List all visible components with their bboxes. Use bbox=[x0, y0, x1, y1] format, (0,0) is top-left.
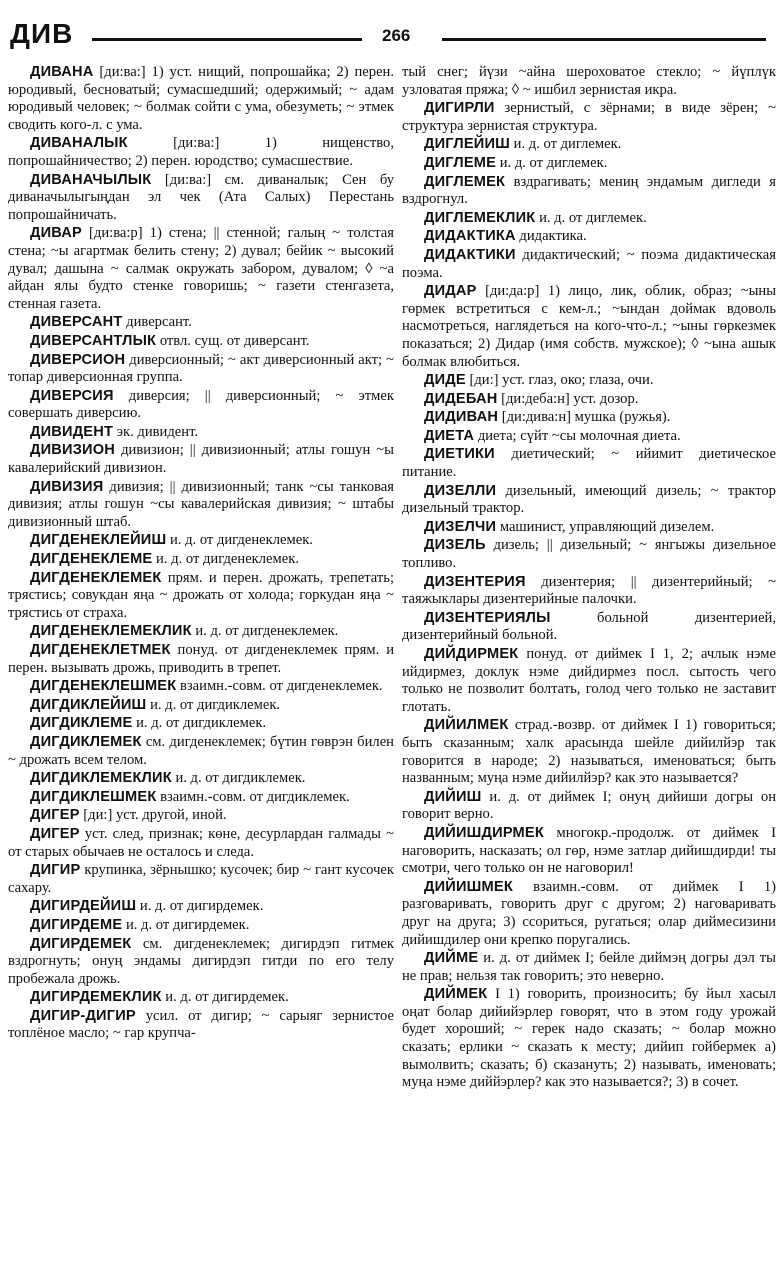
dictionary-entry bbox=[402, 409, 776, 427]
entry-headword: ДИВИЗИЯ bbox=[30, 478, 104, 495]
entry-definition: дизель; || дизельный; ~ янгыжы дизельное топливо. bbox=[402, 537, 776, 572]
dictionary-entry bbox=[8, 388, 394, 423]
entry-definition: страд.-возвр. от диймек I 1) говориться; быть сказанным; халк арасында шейле дийилйэр так говорится в народе; 2) называться, именоваться; быть названным; муңа нэме дийилйэр? как это называется? bbox=[402, 717, 776, 787]
right-column bbox=[402, 64, 776, 1272]
dictionary-entry bbox=[402, 610, 776, 645]
entry-definition: и. д. от диймек I; онуң дийиши догры он говорит верно. bbox=[402, 788, 776, 823]
entry-definition: диверсия; || диверсионный; ~ этмек совершать диверсию. bbox=[8, 387, 394, 422]
dictionary-entry bbox=[8, 225, 394, 313]
dictionary-entry bbox=[402, 64, 776, 99]
dictionary-entry bbox=[8, 314, 394, 332]
entry-headword: ДИЙИШ bbox=[424, 788, 482, 805]
dictionary-entry bbox=[402, 100, 776, 135]
entry-definition: и. д. от дигирдемек. bbox=[125, 916, 250, 933]
entry-definition: [ди:ва:] см. диваналык; Сен бу диваначылыгыңдан эл чек (Ата Салых) Перестань попрошайничать. bbox=[8, 171, 394, 223]
entry-definition: и. д. от диглемек. bbox=[499, 154, 608, 171]
entry-headword: ДИВАНА bbox=[30, 64, 94, 80]
entry-headword: ДИГИРЛИ bbox=[424, 100, 495, 117]
entry-headword: ДИДЕ bbox=[424, 372, 466, 389]
entry-headword: ДИЗЕЛЛИ bbox=[424, 482, 497, 499]
dictionary-entry bbox=[402, 247, 776, 282]
dictionary-entry bbox=[8, 64, 394, 134]
dictionary-entry bbox=[8, 898, 394, 916]
dictionary-entry bbox=[8, 532, 394, 550]
entry-definition: вздрагивать; мениң эндамым дигледи я вздрогнул. bbox=[402, 173, 776, 208]
dictionary-entry bbox=[8, 623, 394, 641]
dictionary-entry bbox=[402, 155, 776, 173]
entry-definition: [ди:деба:н] уст. дозор. bbox=[501, 390, 639, 407]
entry-headword: ДИЕТА bbox=[424, 427, 475, 444]
entry-headword: ДИВАНАЛЫК bbox=[30, 135, 128, 152]
dictionary-body bbox=[8, 64, 776, 1272]
entry-headword: ДИЙИШДИРМЕК bbox=[424, 824, 544, 841]
dictionary-entry bbox=[8, 936, 394, 989]
entry-headword: ДИЗЕЛЬ bbox=[424, 537, 486, 554]
dictionary-entry bbox=[8, 642, 394, 677]
dictionary-entry bbox=[8, 789, 394, 807]
entry-headword: ДИЗЕНТЕРИЯЛЫ bbox=[424, 609, 551, 626]
entry-definition: и. д. от диймек I; бейле диймэң догры дэл ты не прав; нельзя так говорить; это неверно. bbox=[402, 950, 776, 984]
entry-headword: ДИГИР-ДИГИР bbox=[30, 1007, 136, 1024]
entry-headword: ДИЙИШМЕК bbox=[424, 878, 513, 895]
entry-definition: понуд. от дигденеклемек прям. и перен. вызывать дрожь, приводить в трепет. bbox=[8, 642, 394, 676]
dictionary-entry bbox=[8, 1008, 394, 1043]
entry-headword: ДИГИРДЕМЕ bbox=[30, 916, 123, 933]
entry-definition: дидактический; ~ поэма дидактическая поэма. bbox=[402, 246, 776, 281]
entry-definition: усил. от дигир; ~ сарыяг зернистое топлёное масло; ~ гар крупча- bbox=[8, 1007, 394, 1042]
entry-headword: ДИГЛЕЙИШ bbox=[424, 136, 511, 153]
entry-headword: ДИДИВАН bbox=[424, 409, 499, 426]
entry-definition: диета; сүйт ~сы молочная диета. bbox=[477, 427, 681, 444]
dictionary-entry bbox=[8, 807, 394, 825]
entry-headword: ДИГЛЕМЕК bbox=[424, 173, 506, 190]
entry-definition: взаимн.-совм. от диймек I 1) разговаривать, говорить друг с другом; 2) наговаривать друг на друга; 3) ссориться, ругаться; олар диймесизини дийишдилер они крепко поругались. bbox=[402, 878, 776, 948]
entry-headword: ДИГДЕНЕКЛЕМЕК bbox=[30, 569, 162, 586]
entry-definition: I 1) говорить, произносить; бу йыл хасыл оңат болар дийийэрлер говорят, что в этом году урожай будет хороший; ~ герек надо сказать; ~ болар можно сказать; ерлики ~ сказать к месту; дийип гойбермек а) вымолвить; сказать; б) сказануть; 2) называть, именовать; муңа нэме диййэрлер? как это называется?; 3) в сочет. bbox=[402, 986, 776, 1091]
entry-definition: и. д. от дигденеклемек. bbox=[169, 532, 313, 549]
entry-headword: ДИЙДИРМЕК bbox=[424, 646, 519, 662]
entry-definition: и. д. от дигирдемек. bbox=[165, 989, 289, 1006]
entry-headword: ДИВЕРСАНТ bbox=[30, 314, 123, 331]
dictionary-entry bbox=[8, 172, 394, 225]
dictionary-entry bbox=[402, 789, 776, 824]
entry-definition: машинист, управляющий дизелем. bbox=[499, 518, 715, 535]
dictionary-entry bbox=[402, 519, 776, 537]
dictionary-entry bbox=[402, 646, 776, 716]
entry-definition: взаимн.-совм. от дигденеклемек. bbox=[180, 678, 383, 695]
entry-definition: и. д. от дигирдемек. bbox=[139, 898, 264, 915]
dictionary-entry bbox=[402, 228, 776, 246]
dictionary-entry bbox=[402, 174, 776, 209]
entry-definition: больной дизентерией, дизентерийный больной. bbox=[402, 609, 776, 644]
dictionary-entry bbox=[402, 372, 776, 390]
entry-definition: уст. след, признак; көне, десурлардан галмады ~ от старых обычаев не осталось и следа. bbox=[8, 825, 394, 860]
entry-headword: ДИГДЕНЕКЛЕМЕКЛИК bbox=[30, 623, 192, 640]
entry-headword: ДИВЕРСИЯ bbox=[30, 387, 114, 404]
entry-headword: ДИГДЕНЕКЛЕТМЕК bbox=[30, 642, 171, 658]
entry-definition: и. д. от дигдиклемек. bbox=[175, 770, 306, 787]
header-rule-left bbox=[92, 38, 362, 41]
entry-headword: ДИДАР bbox=[424, 283, 477, 300]
dictionary-entry bbox=[402, 391, 776, 409]
dictionary-entry bbox=[402, 574, 776, 609]
header-rule-right bbox=[442, 38, 766, 41]
dictionary-entry bbox=[402, 950, 776, 985]
left-column bbox=[8, 64, 394, 1272]
entry-definition: зернистый, с зёрнами; в виде зёрен; ~ структура зернистая структура. bbox=[402, 100, 776, 134]
entry-headword: ДИЗЕЛЧИ bbox=[424, 518, 497, 535]
dictionary-entry bbox=[8, 352, 394, 387]
dictionary-entry bbox=[8, 734, 394, 769]
dictionary-entry bbox=[8, 917, 394, 935]
entry-definition: дизентерия; || дизентерийный; ~ таяжыклары дизентерийные палочки. bbox=[402, 573, 776, 608]
entry-definition: и. д. от дигденеклемек. bbox=[195, 623, 339, 640]
page-header bbox=[10, 18, 772, 58]
entry-headword: ДИГДЕНЕКЛЕЙИШ bbox=[30, 532, 167, 549]
dictionary-entry bbox=[8, 570, 394, 623]
entry-headword: ДИГДЕНЕКЛЕМЕ bbox=[30, 551, 153, 568]
entry-definition: прям. и перен. дрожать, трепетать; трястись; совукдан яңа ~ дрожать от холода; горкудан яңа ~ трястись от страха. bbox=[8, 569, 394, 621]
entry-headword: ДИГДИКЛЕШМЕК bbox=[30, 788, 157, 805]
dictionary-entry bbox=[402, 717, 776, 787]
entry-headword: ДИГИРДЕМЕК bbox=[30, 935, 132, 952]
entry-headword: ДИЙИЛМЕК bbox=[424, 717, 509, 734]
entry-headword: ДИЙМЕК bbox=[424, 986, 488, 1003]
entry-headword: ДИВИДЕНТ bbox=[30, 423, 114, 440]
entry-headword: ДИВИЗИОН bbox=[30, 442, 116, 459]
dictionary-entry bbox=[8, 551, 394, 569]
dictionary-entry bbox=[402, 879, 776, 949]
entry-headword: ДИГЛЕМЕ bbox=[424, 154, 497, 171]
entry-definition: см. дигденеклемек; бүтин гөврэн билен ~ дрожать всем телом. bbox=[8, 733, 394, 768]
entry-definition: [ди:] уст. другой, иной. bbox=[83, 807, 227, 824]
entry-definition: см. дигденеклемек; дигирдэп гитмек вздрогнуть; онуң эндамы дигирдэп гитди по его телу пробежала дрожь. bbox=[8, 935, 394, 987]
entry-definition: [ди:ва:р] 1) стена; || стенной; галың ~ толстая стена; ~ы агартмак белить стену; 2) дувал; бейик ~ высокий дувал; дашына ~ салмак окружать забором, дувалом; ◊ ~а айдан ялы будто стенке говоришь; ~ газети стенгазета, стенная газета. bbox=[8, 225, 394, 312]
dictionary-entry bbox=[8, 697, 394, 715]
dictionary-entry bbox=[402, 446, 776, 481]
entry-headword: ДИГИРДЕЙИШ bbox=[30, 898, 137, 915]
entry-headword: ДИГДЕНЕКЛЕШМЕК bbox=[30, 678, 177, 695]
dictionary-entry bbox=[8, 678, 394, 696]
entry-definition: [ди:дива:н] мушка (ружья). bbox=[501, 409, 671, 426]
entry-definition: диетический; ~ ийимит диетическое питание. bbox=[402, 446, 776, 481]
entry-definition: диверсант. bbox=[126, 314, 192, 331]
entry-headword: ДИГДИКЛЕМЕ bbox=[30, 715, 133, 732]
dictionary-entry bbox=[8, 826, 394, 861]
entry-definition: многокр.-продолж. от диймек I наговорить, насказать; ол гөр, нэме затлар дийишдирди! ты смотри, чего только он не наговорил! bbox=[402, 824, 776, 877]
entry-definition: [ди:да:р] 1) лицо, лик, облик, образ; ~ыны гөрмек встретиться с кем-л.; ~ындан доймак вдоволь насмотреться, наглядеться на кого-что-л.; ~ыны гөркезмек показаться; 2) Дидар (имя собств. мужское); ◊ ~ына ашык болмак влюбиться. bbox=[402, 283, 776, 370]
entry-definition: тый снег; йүзи ~айна шероховатое стекло; ~ йүплүк узловатая пряжа; ◊ ~ ишбил зернистая икра. bbox=[402, 64, 776, 98]
entry-headword: ДИДАКТИКА bbox=[424, 228, 516, 245]
entry-headword: ДИГЕР bbox=[30, 807, 80, 824]
dictionary-entry bbox=[402, 825, 776, 878]
dictionary-entry bbox=[8, 770, 394, 788]
entry-definition: дизельный, имеющий дизель; ~ трактор дизельный трактор. bbox=[402, 482, 776, 517]
dictionary-entry bbox=[402, 428, 776, 446]
dictionary-entry bbox=[402, 210, 776, 228]
entry-headword: ДИЕТИКИ bbox=[424, 446, 495, 463]
dictionary-entry bbox=[8, 479, 394, 532]
entry-definition: понуд. от диймек I 1, 2; ачлык нэме ийдирмез, доклук нэме дийдирмез посл. сытость чего только не позволит болтать, голод чего только не заставит глотать. bbox=[402, 646, 776, 715]
entry-definition: отвл. сущ. от диверсант. bbox=[159, 332, 310, 349]
entry-headword: ДИГДИКЛЕМЕК bbox=[30, 733, 142, 750]
entry-definition: и. д. от дигдиклемек. bbox=[136, 715, 267, 732]
entry-definition: дивизия; || дивизионный; танк ~сы танковая дивизия; атлы гошун ~сы кавалерийская дивизия; ~ штабы дивизионный штаб. bbox=[8, 478, 394, 530]
entry-definition: дидактика. bbox=[519, 228, 587, 245]
entry-headword: ДИЙМЕ bbox=[424, 950, 479, 967]
entry-definition: и. д. от дигдиклемек. bbox=[150, 696, 281, 713]
entry-headword: ДИВАНАЧЫЛЫК bbox=[30, 171, 152, 188]
dictionary-entry bbox=[402, 283, 776, 371]
entry-headword: ДИВЕРСАНТЛЫК bbox=[30, 332, 157, 349]
running-headword: ДИВ bbox=[10, 18, 74, 49]
entry-definition: и. д. от диглемек. bbox=[539, 209, 647, 226]
dictionary-entry bbox=[402, 537, 776, 572]
page-number: 266 bbox=[382, 26, 411, 45]
entry-definition: [ди:] уст. глаз, око; глаза, очи. bbox=[469, 372, 654, 389]
entry-definition: крупинка, зёрнышко; кусочек; бир ~ гант кусочек сахару. bbox=[8, 862, 394, 896]
entry-headword: ДИДЕБАН bbox=[424, 390, 498, 407]
entry-definition: [ди:ва:] 1) нищенство, попрошайничество; 2) перен. юродство; сумасшествие. bbox=[8, 135, 394, 169]
entry-definition: взаимн.-совм. от дигдиклемек. bbox=[160, 788, 350, 805]
entry-definition: дивизион; || дивизионный; атлы гошун ~ы кавалерийский дивизион. bbox=[8, 442, 394, 477]
entry-definition: эк. дивидент. bbox=[116, 423, 198, 440]
entry-headword: ДИГИРДЕМЕКЛИК bbox=[30, 989, 162, 1006]
dictionary-entry bbox=[402, 986, 776, 1092]
dictionary-entry bbox=[8, 989, 394, 1007]
entry-definition: и. д. от диглемек. bbox=[513, 136, 622, 153]
entry-definition: и. д. от дигденеклемек. bbox=[156, 551, 299, 568]
dictionary-entry bbox=[8, 862, 394, 897]
entry-headword: ДИГДИКЛЕМЕКЛИК bbox=[30, 770, 172, 787]
dictionary-entry bbox=[8, 135, 394, 170]
entry-headword: ДИВЕРСИОН bbox=[30, 351, 126, 368]
entry-headword: ДИГЛЕМЕКЛИК bbox=[424, 209, 536, 226]
entry-headword: ДИДАКТИКИ bbox=[424, 246, 516, 263]
entry-headword: ДИГИР bbox=[30, 862, 81, 879]
entry-headword: ДИГЕР bbox=[30, 825, 80, 842]
dictionary-entry bbox=[402, 483, 776, 518]
dictionary-entry bbox=[8, 424, 394, 442]
entry-headword: ДИЗЕНТЕРИЯ bbox=[424, 573, 526, 590]
dictionary-entry bbox=[402, 136, 776, 154]
entry-headword: ДИГДИКЛЕЙИШ bbox=[30, 696, 147, 713]
dictionary-entry bbox=[8, 442, 394, 477]
dictionary-entry bbox=[8, 715, 394, 733]
dictionary-entry bbox=[8, 333, 394, 351]
entry-definition: [ди:ва:] 1) уст. нищий, попрошайка; 2) перен. юродивый, бесноватый; сумасшедший; одержимый; ~ адам юродивый человек; ~ болмак сойти с ума, обезуметь; ~ этмек сводить кого-л. с ума. bbox=[8, 64, 394, 133]
entry-headword: ДИВАР bbox=[30, 225, 82, 242]
entry-definition: диверсионный; ~ акт диверсионный акт; ~ топар диверсионная группа. bbox=[8, 351, 394, 386]
